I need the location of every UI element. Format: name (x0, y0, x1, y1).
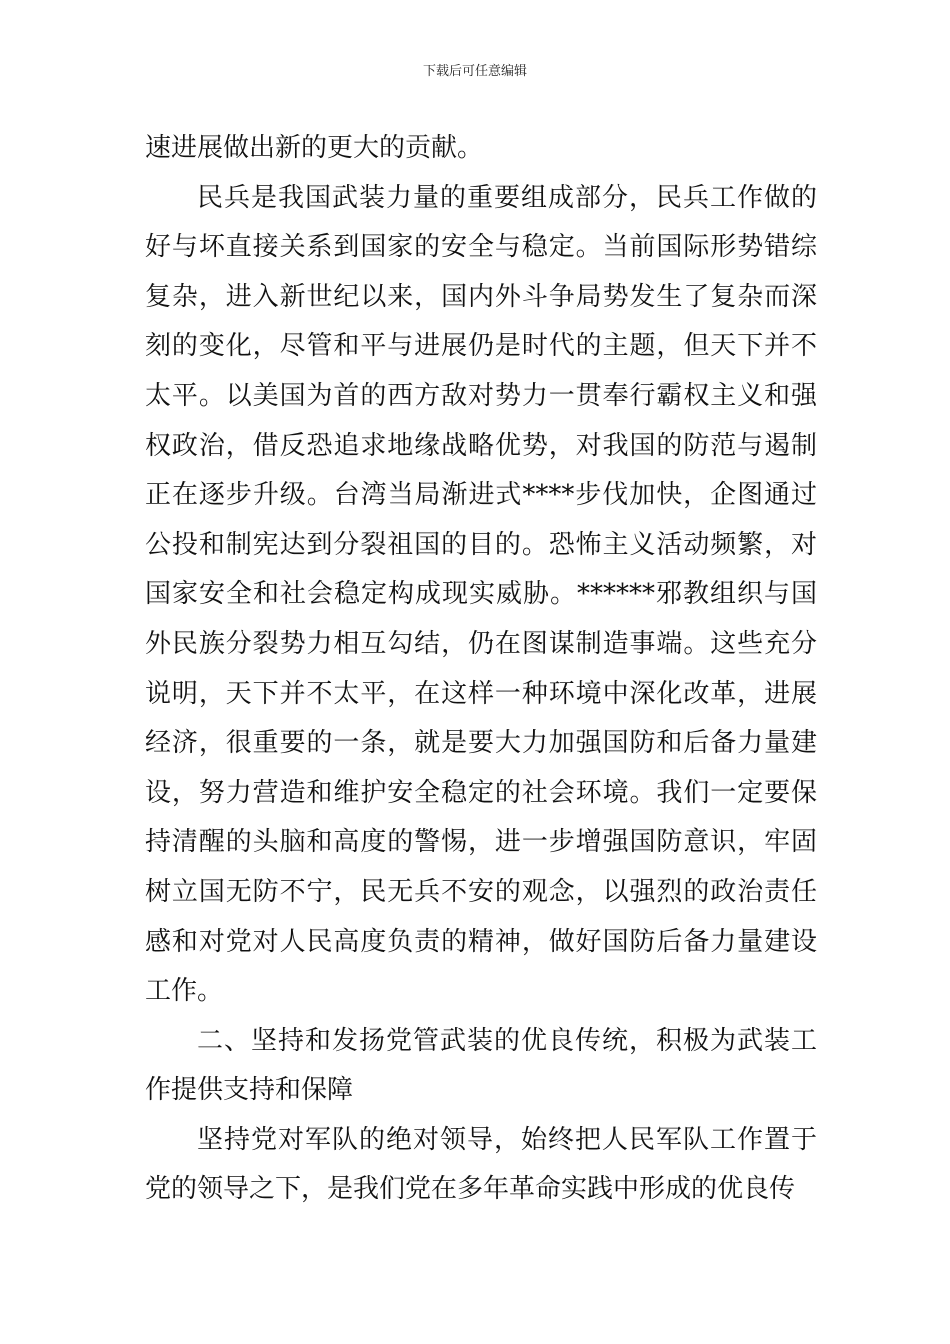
section-heading-two: 二、坚持和发扬党管武装的优良传统，积极为武装工作提供支持和保障 (145, 1025, 817, 1106)
page-header: 下载后可任意编辑 (422, 64, 527, 79)
document-body (145, 124, 817, 1215)
paragraph-party-leadership: 坚持党对军队的绝对领导，始终把人民军队工作置于党的领导之下，是我们党在多年革命实践中形成的优良传 (145, 1124, 817, 1205)
paragraph-militia: 民兵是我国武装力量的重要组成部分，民兵工作做的好与坏直接关系到国家的安全与稳定。当前国际形势错综复杂，进入新世纪以来，国内外斗争局势发生了复杂而深刻的变化，尽管和平与进展仍是时代的主题，但天下并不太平。以美国为首的西方敌对势力一贯奉行霸权主义和强权政治，借反恐追求地缘战略优势，对我国的防范与遏制正在逐步升级。台湾当局渐进式****步伐加快，企图通过公投和制宪达到分裂祖国的目的。恐怖主义活动频繁，对国家安全和社会稳定构成现实威胁。******邪教组织与国外民族分裂势力相互勾结，仍在图谋制造事端。这些充分说明，天下并不太平，在这样一种环境中深化改革，进展经济，很重要的一条，就是要大力加强国防和后备力量建设，努力营造和维护安全稳定的社会环境。我们一定要保持清醒的头脑和高度的警惕，进一步增强国防意识，牢固树立国无防不宁，民无兵不安的观念，以强烈的政治责任感和对党对人民高度负责的精神，做好国防后备力量建设工作。 (145, 182, 817, 1007)
paragraph-continuation: 速进展做出新的更大的贡献。 (145, 133, 484, 163)
